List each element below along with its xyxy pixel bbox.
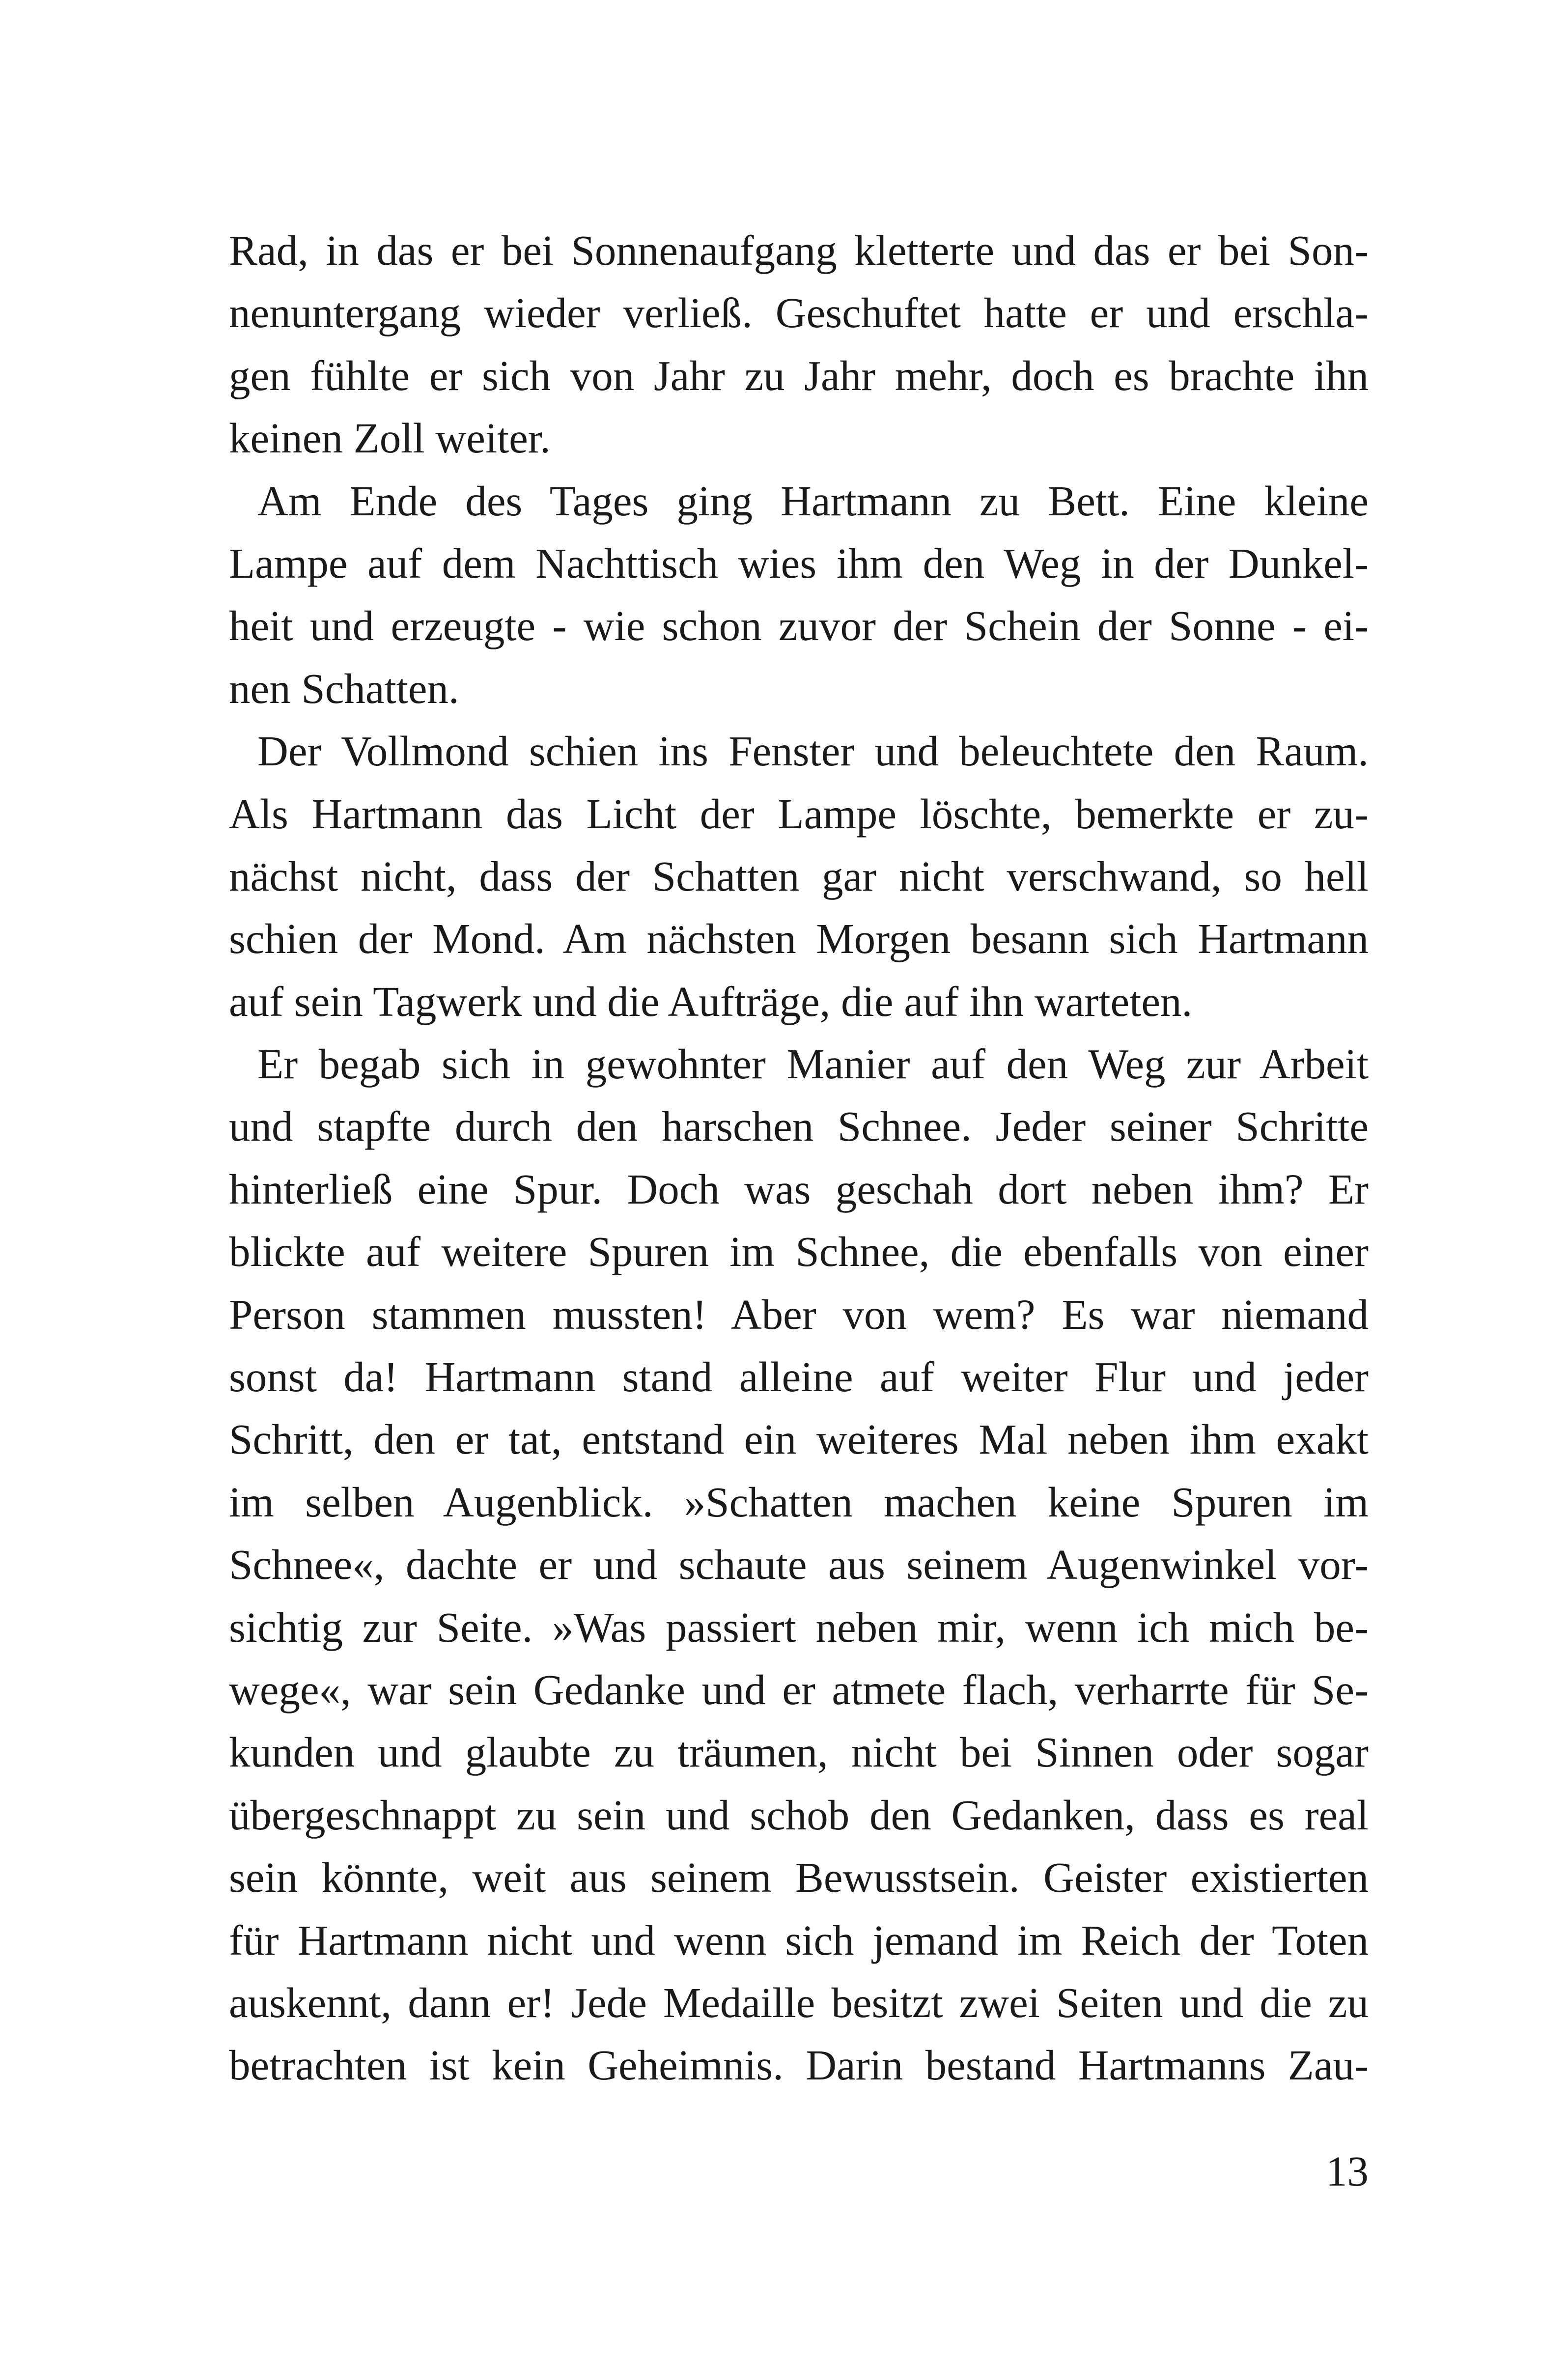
text-line: nenuntergang wieder verließ. Geschuftet hatte er und erschla- <box>229 289 1369 337</box>
text-line: Lampe auf dem Nachttisch wies ihm den Weg in der Dunkel- <box>229 539 1369 587</box>
text-line: gen fühlte er sich von Jahr zu Jahr mehr, doch es brachte ihn <box>229 351 1369 399</box>
text-line: sichtig zur Seite. »Was passiert neben mir, wenn ich mich be- <box>229 1603 1369 1651</box>
text-line: Schritt, den er tat, entstand ein weiteres Mal neben ihm exakt <box>229 1415 1369 1463</box>
text-line: im selben Augenblick. »Schatten machen keine Spuren im <box>229 1478 1369 1526</box>
text-line: sonst da! Hartmann stand alleine auf weiter Flur und jeder <box>229 1353 1369 1401</box>
text-line: schien der Mond. Am nächsten Morgen besann sich Hartmann <box>229 915 1369 963</box>
text-line: Als Hartmann das Licht der Lampe löschte, bemerkte er zu- <box>229 789 1369 838</box>
body-text <box>229 219 1369 2097</box>
text-line: wege«, war sein Gedanke und er atmete flach, verharrte für Se- <box>229 1665 1369 1713</box>
text-line: keinen Zoll weiter. <box>229 414 551 462</box>
paragraph-3 <box>229 720 1369 1033</box>
paragraph-4 <box>229 1033 1369 2097</box>
text-line: sein könnte, weit aus seinem Bewusstsein. Geister existierten <box>229 1853 1369 1902</box>
page-number: 13 <box>1326 2147 1369 2195</box>
paragraph-1 <box>229 219 1369 470</box>
text-line: nen Schatten. <box>229 664 459 712</box>
text-line: nächst nicht, dass der Schatten gar nicht verschwand, so hell <box>229 852 1369 900</box>
paragraph-2 <box>229 470 1369 720</box>
text-line: auf sein Tagwerk und die Aufträge, die auf ihn warteten. <box>229 977 1193 1025</box>
text-line: betrachten ist kein Geheimnis. Darin bestand Hartmanns Zau- <box>229 2041 1369 2089</box>
text-line: Person stammen mussten! Aber von wem? Es war niemand <box>229 1290 1369 1338</box>
text-line: übergeschnappt zu sein und schob den Gedanken, dass es real <box>229 1791 1369 1839</box>
text-line: auskennt, dann er! Jede Medaille besitzt zwei Seiten und die zu <box>229 1978 1369 2026</box>
text-line: heit und erzeugte - wie schon zuvor der Schein der Sonne - ei- <box>229 602 1369 650</box>
text-line: und stapfte durch den harschen Schnee. Jeder seiner Schritte <box>229 1102 1369 1151</box>
text-line: Der Vollmond schien ins Fenster und beleuchtete den Raum. <box>257 727 1369 775</box>
text-line: für Hartmann nicht und wenn sich jemand im Reich der Toten <box>229 1916 1369 1964</box>
text-line: blickte auf weitere Spuren im Schnee, die ebenfalls von einer <box>229 1228 1369 1276</box>
text-line: Er begab sich in gewohnter Manier auf den Weg zur Arbeit <box>257 1040 1369 1088</box>
text-line: hinterließ eine Spur. Doch was geschah dort neben ihm? Er <box>229 1165 1369 1213</box>
text-line: Schnee«, dachte er und schaute aus seinem Augenwinkel vor- <box>229 1541 1369 1589</box>
text-line: Am Ende des Tages ging Hartmann zu Bett. Eine kleine <box>257 477 1369 525</box>
text-line: kunden und glaubte zu träumen, nicht bei Sinnen oder sogar <box>229 1728 1369 1776</box>
text-line: Rad, in das er bei Sonnenaufgang kletterte und das er bei Son- <box>229 226 1369 274</box>
